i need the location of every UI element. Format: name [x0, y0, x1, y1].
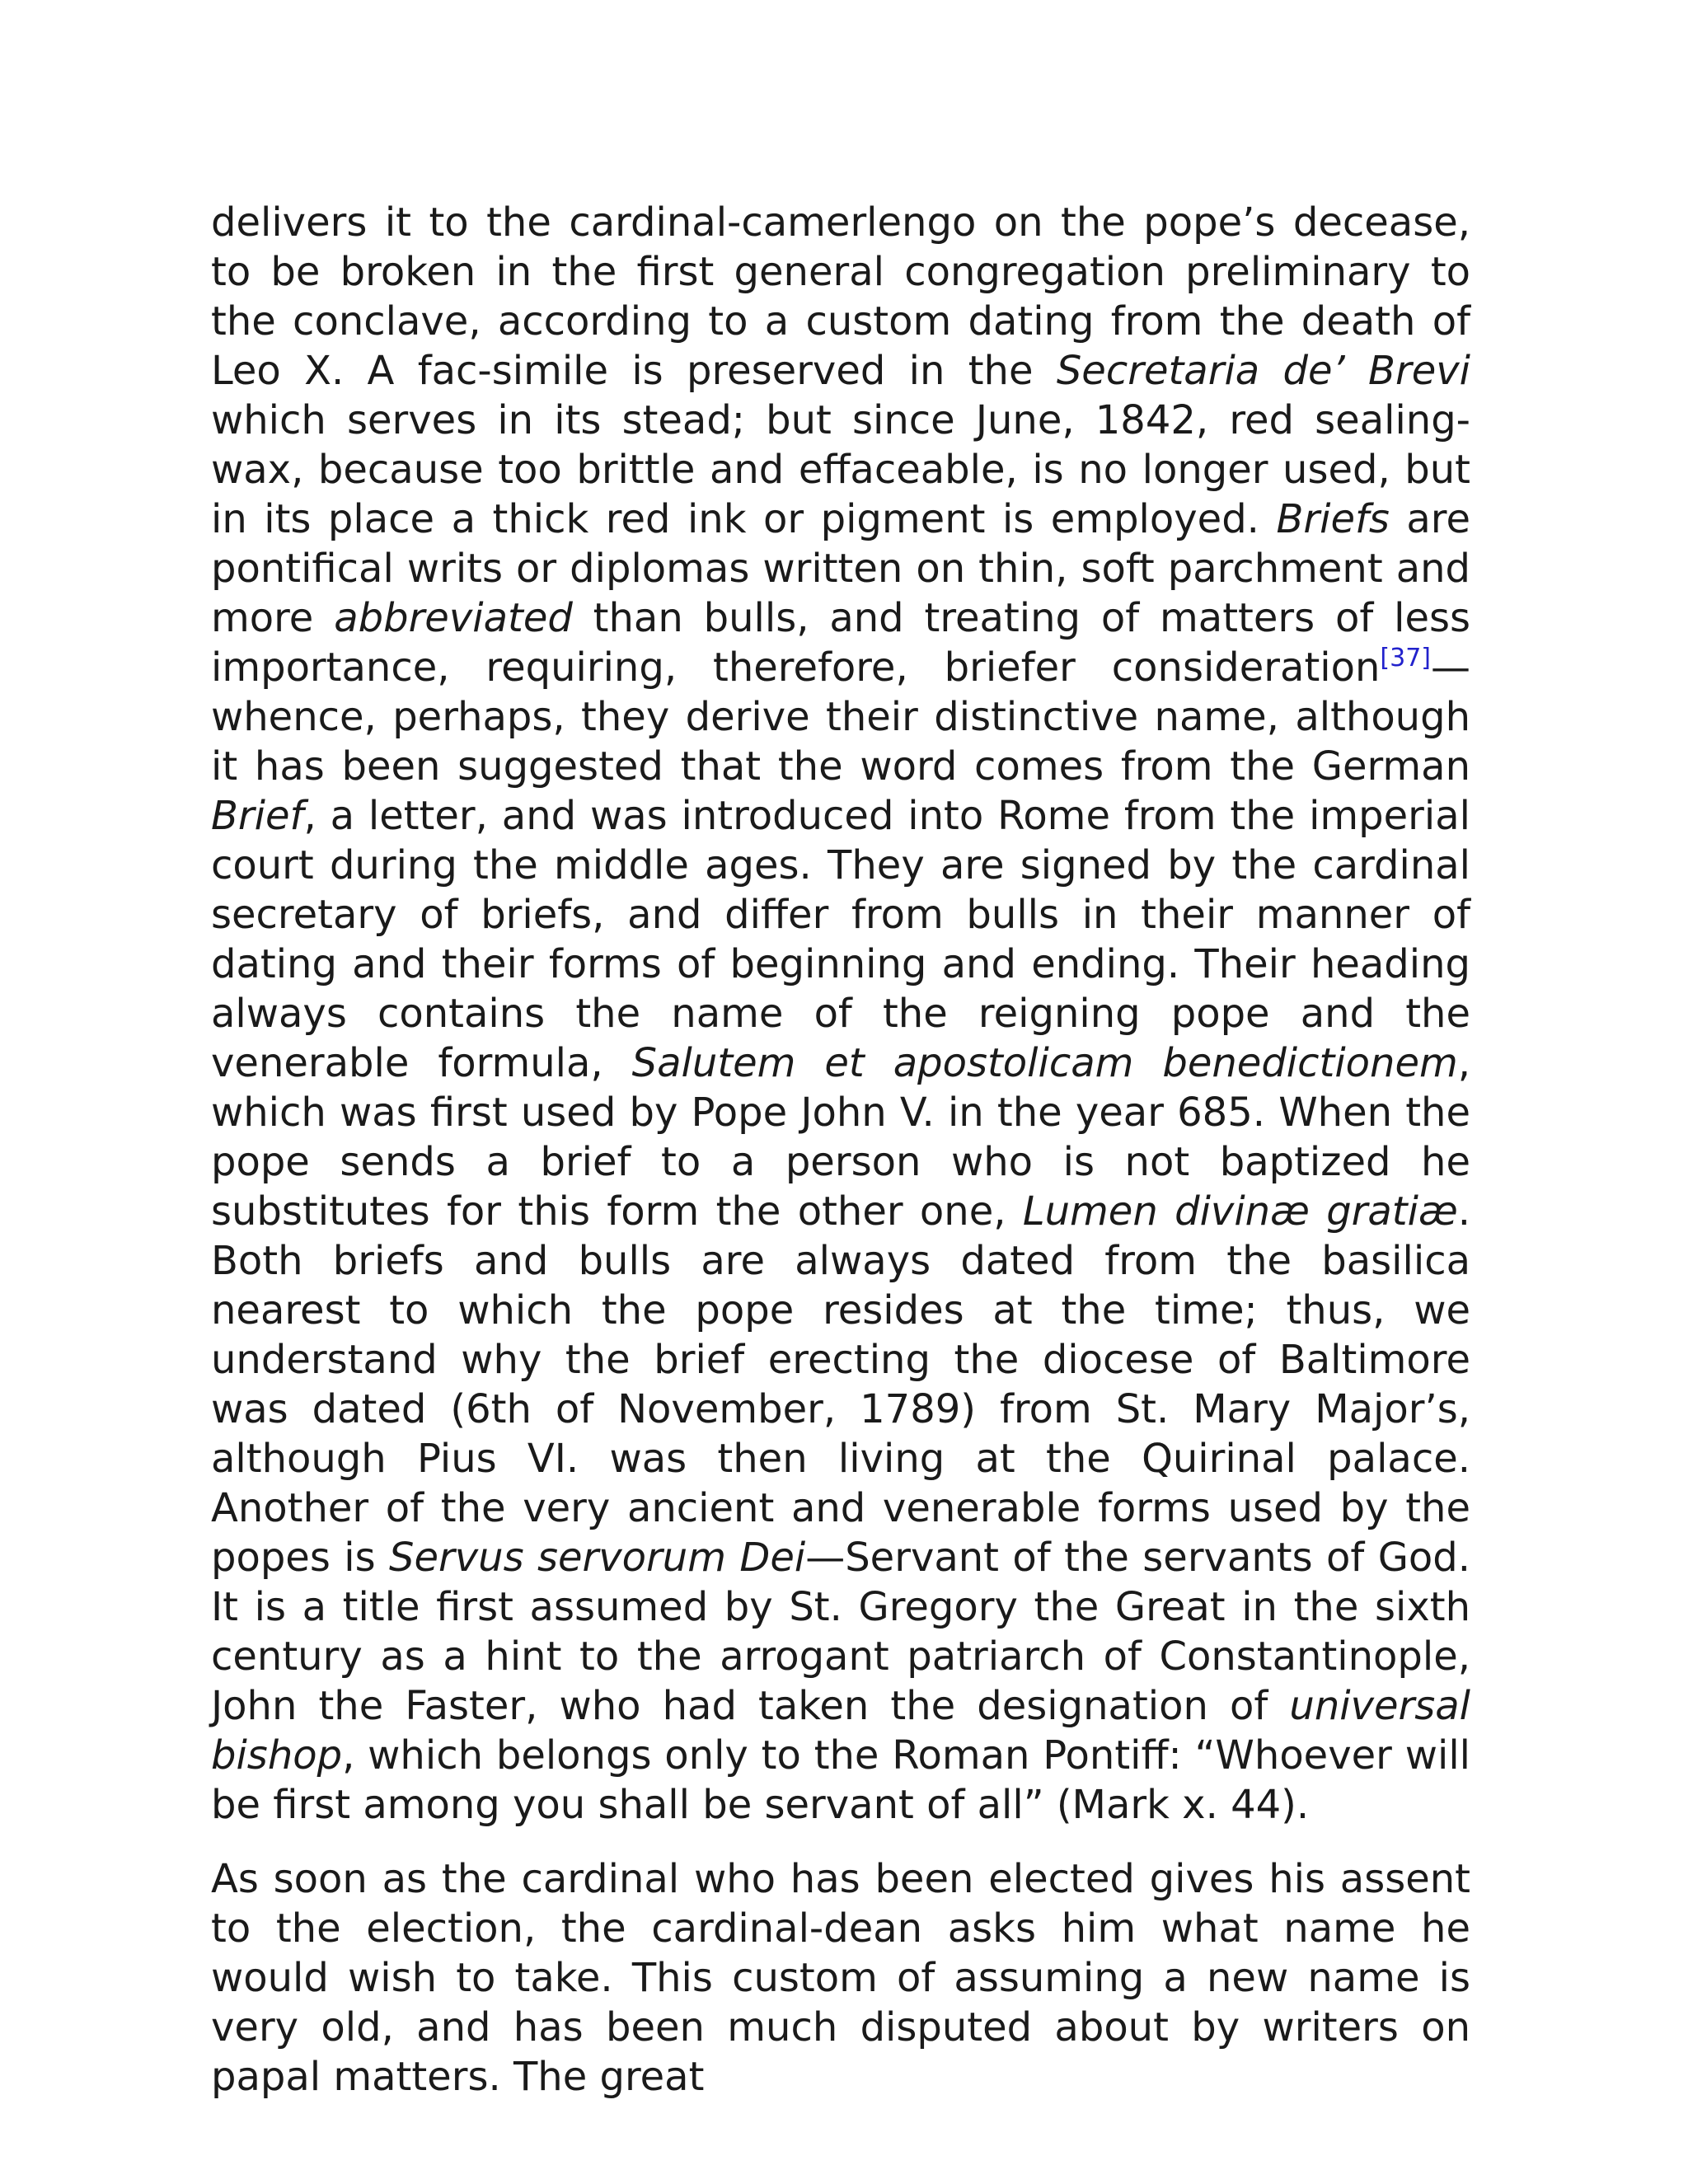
italic-term: Brief	[211, 793, 304, 839]
italic-term: Briefs	[1276, 496, 1390, 542]
footnote-link[interactable]: [37]	[1380, 644, 1431, 673]
italic-term: Secretaria de’ Brevi	[1056, 348, 1470, 394]
text-run: are pontifical writs or diplomas written on thin, soft parchment and more	[211, 496, 1471, 641]
text-run: —whence, perhaps, they derive their distinctive name, although it has been suggested that the word comes from the German	[211, 644, 1470, 790]
italic-term: Lumen divinæ gratiæ	[1022, 1188, 1458, 1235]
text-run: , which belongs only to the Roman Pontiff: “Whoever will be first among you shall be servant of all” (Mark x. 44).	[211, 1732, 1470, 1828]
page-body	[211, 198, 1470, 2102]
text-run: , a letter, and was introduced into Rome from the imperial court during the middle ages. They are signed by the cardinal secretary of briefs, and differ from bulls in their manner of dating and their forms of beginning and ending. Their heading always contains the name of the reigning pope and the venerable formula,	[211, 793, 1470, 1086]
italic-term: abbreviated	[334, 595, 573, 641]
text-run: —Servant of the servants of God. It is a title first assumed by St. Gregory the Great in the sixth century as a hint to the arrogant patriarch of Constantinople, John the Faster, who had taken the designation of	[211, 1535, 1470, 1729]
text-run: As soon as the cardinal who has been elected gives his assent to the election, the cardinal-dean asks him what name he would wish to take. This custom of assuming a new name is very old, and has been much disputed about by writers on papal matters. The great	[211, 1856, 1470, 2100]
text-run: . Both briefs and bulls are always dated from the basilica nearest to which the pope resides at the time; thus, we understand why the brief erecting the diocese of Baltimore was dated (6th of November, 1789) from St. Mary Major’s, although Pius VI. was then living at the Quirinal palace. Another of the very ancient and venerable forms used by the popes is	[211, 1188, 1470, 1581]
italic-term: Servus servorum Dei	[389, 1535, 806, 1581]
italic-term: Salutem et apostolicam benedictionem	[631, 1040, 1458, 1086]
text-run: which serves in its stead; but since June, 1842, red sealing-wax, because too brittle and effaceable, is no longer used, but in its place a thick red ink or pigment is employed.	[211, 397, 1470, 542]
text-run: delivers it to the cardinal-camerlengo on the pope’s decease, to be broken in the first general congregation preliminary to the conclave, according to a custom dating from the death of Leo X. A fac-simile is preserved in the	[211, 199, 1470, 394]
paragraph-briefs	[211, 198, 1470, 1830]
italic-term: universal bishop	[211, 1683, 1470, 1779]
text-run: than bulls, and treating of matters of less importance, requiring, therefore, briefer consideration	[211, 595, 1471, 691]
paragraph-papal-name	[211, 1854, 1470, 2102]
text-run: , which was first used by Pope John V. in the year 685. When the pope sends a brief to a person who is not baptized he substitutes for this form the other one,	[211, 1040, 1471, 1235]
